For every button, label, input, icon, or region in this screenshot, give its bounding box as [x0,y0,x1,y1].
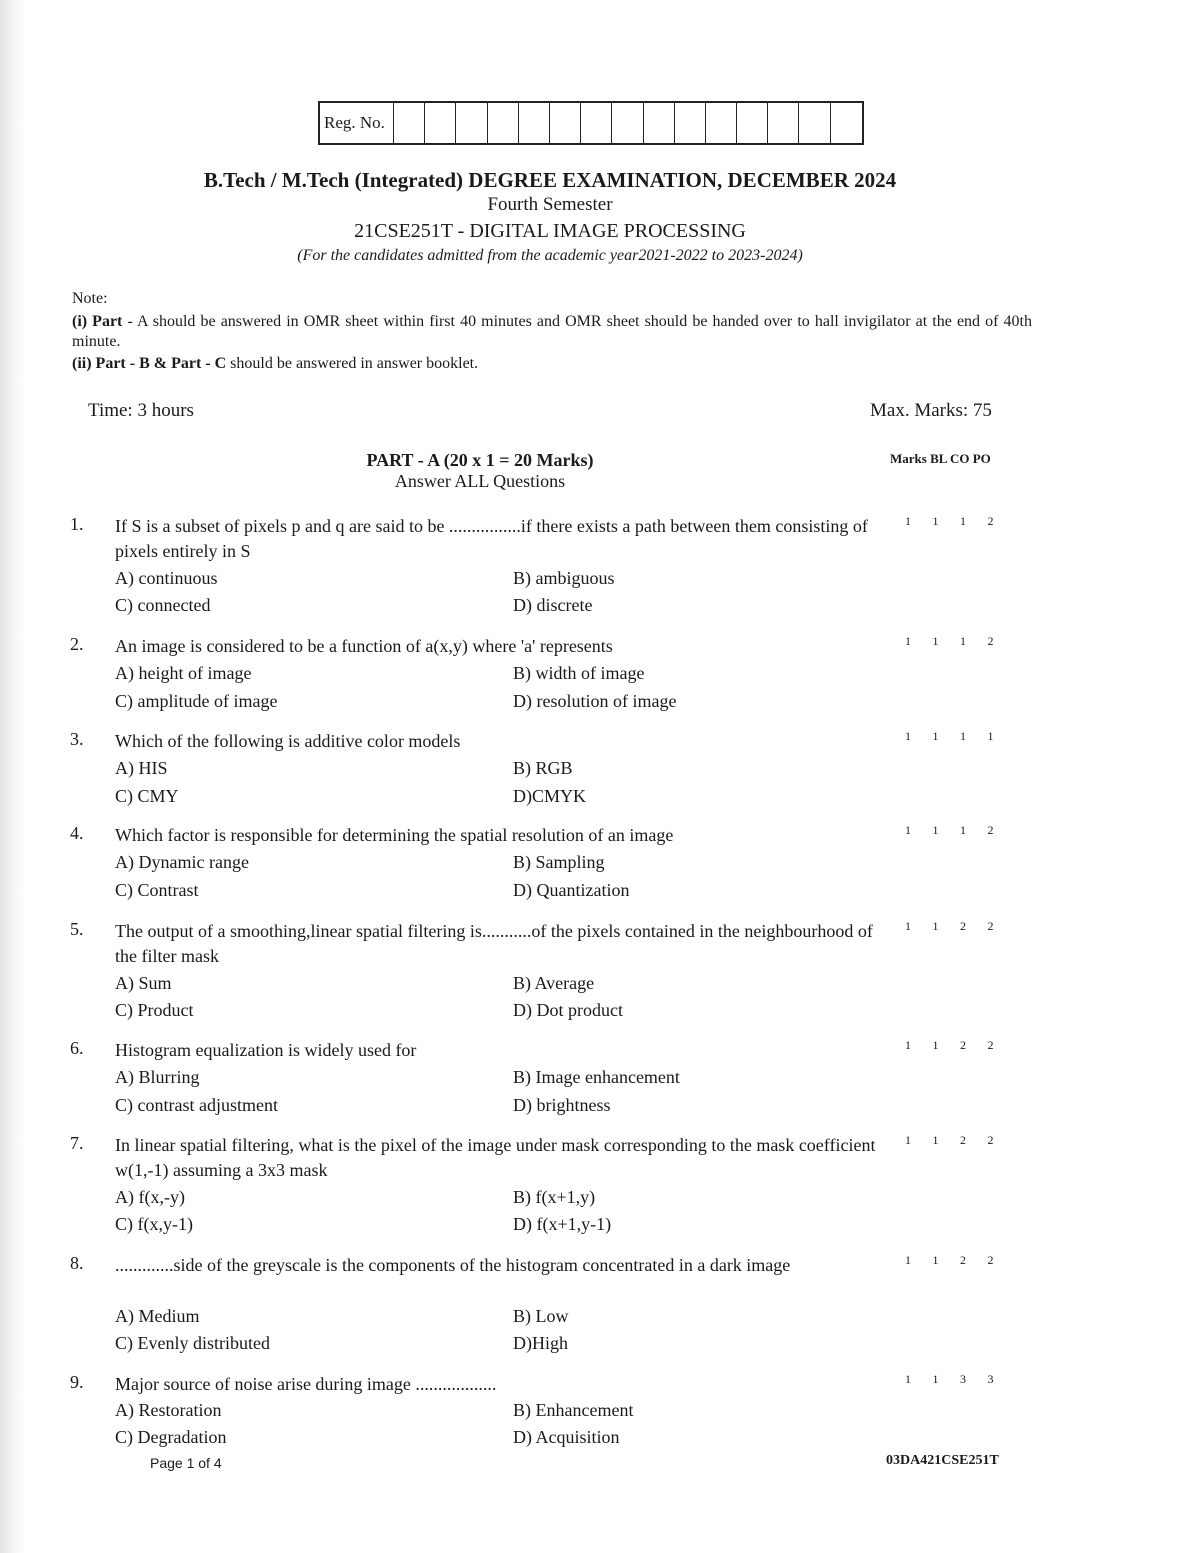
question-number: 5. [70,919,84,939]
reg-no-cell[interactable] [706,103,737,143]
note-line-2-bold: (ii) Part - B & Part - C [72,355,227,372]
option-b: B) Low [513,1306,569,1326]
part-a-instruction: Answer ALL Questions [394,471,566,491]
option-a: A) Medium [115,1306,200,1326]
option-a: A) HIS [115,758,168,778]
semester: Fourth Semester [487,194,613,215]
option-b: B) ambiguous [513,568,615,588]
marks-value: 1 [905,823,911,837]
marks-value: 1 [905,634,911,648]
reg-no-cell[interactable] [675,103,706,143]
option-b: B) width of image [513,663,645,683]
question-marks [905,1133,1015,1148]
option-a: A) height of image [115,663,252,683]
note-line-1 [72,312,1032,352]
reg-no-label: Reg. No. [320,103,394,143]
question-marks [905,1372,1015,1387]
note-line-2-text: should be answered in answer booklet. [226,355,479,372]
reg-no-cell[interactable] [799,103,830,143]
po-value: 2 [987,1253,994,1267]
bl-value: 1 [932,634,939,648]
page-number: Page 1 of 4 [150,1455,222,1471]
po-value: 2 [987,514,994,528]
paper-code: 03DA421CSE251T [886,1453,999,1468]
option-c: C) contrast adjustment [115,1095,278,1115]
reg-no-cell[interactable] [644,103,675,143]
question-number: 4. [70,823,84,843]
question-text: .............side of the greyscale is the components of the histogram concentrated in a dark image [115,1255,791,1275]
option-c: C) Product [115,1000,194,1020]
reg-no-box [318,101,864,145]
bl-value: 1 [932,1253,939,1267]
po-value: 3 [987,1372,994,1386]
question-number: 7. [70,1133,84,1153]
option-d: D) resolution of image [513,691,677,711]
question-text: An image is considered to be a function of a(x,y) where 'a' represents [115,636,613,656]
question-number: 6. [70,1038,84,1058]
option-b: B) RGB [513,758,573,778]
co-value: 2 [960,919,966,933]
option-a: A) Dynamic range [115,852,249,872]
question-marks [905,729,1015,744]
question-number: 9. [70,1372,84,1392]
note-line-2 [72,354,1032,374]
question-number: 3. [70,729,84,749]
bl-value: 1 [932,1133,939,1147]
question-marks [905,514,1015,529]
bl-value: 1 [932,729,939,743]
reg-no-cell[interactable] [456,103,487,143]
question-text: Histogram equalization is widely used for [115,1040,417,1060]
reg-no-cell[interactable] [394,103,425,143]
option-c: C) Degradation [115,1427,227,1447]
max-marks: Max. Marks: 75 [870,400,992,421]
marks-value: 1 [905,919,911,933]
reg-no-cell[interactable] [488,103,519,143]
po-value: 2 [987,919,994,933]
option-c: C) Evenly distributed [115,1333,270,1353]
option-a: A) continuous [115,568,218,588]
question-text: Major source of noise arise during image .................. [115,1374,497,1394]
option-b: B) Average [513,973,595,993]
question-text: If S is a subset of pixels p and q are said to be ................if there exists a path between them consisting of pixels entirely in S [115,516,868,561]
po-value: 2 [987,634,994,648]
co-value: 1 [960,823,966,837]
marks-value: 1 [905,1253,911,1267]
co-value: 1 [960,634,966,648]
option-b: B) Enhancement [513,1400,634,1420]
exam-time: Time: 3 hours [88,400,194,421]
question-marks [905,919,1015,934]
co-value: 2 [960,1038,966,1052]
co-value: 2 [960,1253,966,1267]
question-number: 8. [70,1253,84,1273]
question-marks [905,823,1015,838]
option-a: A) Sum [115,973,172,993]
marks-value: 1 [905,514,911,528]
option-b: B) f(x+1,y) [513,1187,596,1207]
question-text: The output of a smoothing,linear spatial filtering is...........of the pixels contained in the neighbourhood of the filter mask [115,921,873,966]
option-b: B) Sampling [513,852,605,872]
exam-title: B.Tech / M.Tech (Integrated) DEGREE EXAMINATION, DECEMBER 2024 [203,168,897,192]
option-d: D)CMYK [513,786,587,806]
option-c: C) Contrast [115,880,199,900]
part-a-title: PART - A (20 x 1 = 20 Marks) [366,450,594,470]
marks-columns-header: Marks BL CO PO [890,451,991,466]
option-c: C) connected [115,595,211,615]
option-c: C) amplitude of image [115,691,278,711]
co-value: 3 [960,1372,966,1386]
reg-no-cell[interactable] [425,103,456,143]
reg-no-cell[interactable] [612,103,643,143]
reg-no-cell[interactable] [831,103,862,143]
bl-value: 1 [932,823,939,837]
note-label: Note: [72,290,108,307]
marks-value: 1 [905,1372,911,1386]
question-marks [905,1038,1015,1053]
question-text: Which factor is responsible for determining the spatial resolution of an image [115,825,674,845]
co-value: 2 [960,1133,966,1147]
question-marks [905,634,1015,649]
option-a: A) Blurring [115,1067,200,1087]
reg-no-cell[interactable] [550,103,581,143]
po-value: 1 [987,729,994,743]
option-c: C) f(x,y-1) [115,1214,193,1234]
question-number: 2. [70,634,84,654]
reg-no-cell[interactable] [737,103,768,143]
reg-no-cell[interactable] [581,103,612,143]
marks-value: 1 [905,1133,911,1147]
bl-value: 1 [932,919,939,933]
option-b: B) Image enhancement [513,1067,680,1087]
marks-value: 1 [905,729,911,743]
option-c: C) CMY [115,786,179,806]
bl-value: 1 [932,514,939,528]
question-marks [905,1253,1015,1268]
po-value: 2 [987,823,994,837]
note-line-1-text: - A should be answered in OMR sheet within first 40 minutes and OMR sheet should be handed over to hall invigilator at the end of 40th minute. [72,313,1032,350]
option-d: D) f(x+1,y-1) [513,1214,612,1234]
option-d: D) Quantization [513,880,630,900]
reg-no-cell[interactable] [519,103,550,143]
option-d: D) Acquisition [513,1427,620,1447]
co-value: 1 [960,729,966,743]
bl-value: 1 [932,1038,939,1052]
question-text: Which of the following is additive color models [115,731,461,751]
po-value: 2 [987,1038,994,1052]
question-number: 1. [70,514,84,534]
candidates-note: (For the candidates admitted from the academic year2021-2022 to 2023-2024) [297,247,803,264]
option-d: D) discrete [513,595,593,615]
option-a: A) f(x,-y) [115,1187,185,1207]
note-line-1-bold: (i) Part [72,313,123,330]
option-d: D)High [513,1333,568,1353]
option-a: A) Restoration [115,1400,222,1420]
marks-value: 1 [905,1038,911,1052]
reg-no-cell[interactable] [768,103,799,143]
co-value: 1 [960,514,966,528]
course-title: 21CSE251T - DIGITAL IMAGE PROCESSING [354,220,746,242]
question-text: In linear spatial filtering, what is the pixel of the image under mask corresponding to the mask coefficient w(1,-1) assuming a 3x3 mask [115,1135,876,1180]
bl-value: 1 [932,1372,939,1386]
po-value: 2 [987,1133,994,1147]
option-d: D) Dot product [513,1000,623,1020]
option-d: D) brightness [513,1095,611,1115]
